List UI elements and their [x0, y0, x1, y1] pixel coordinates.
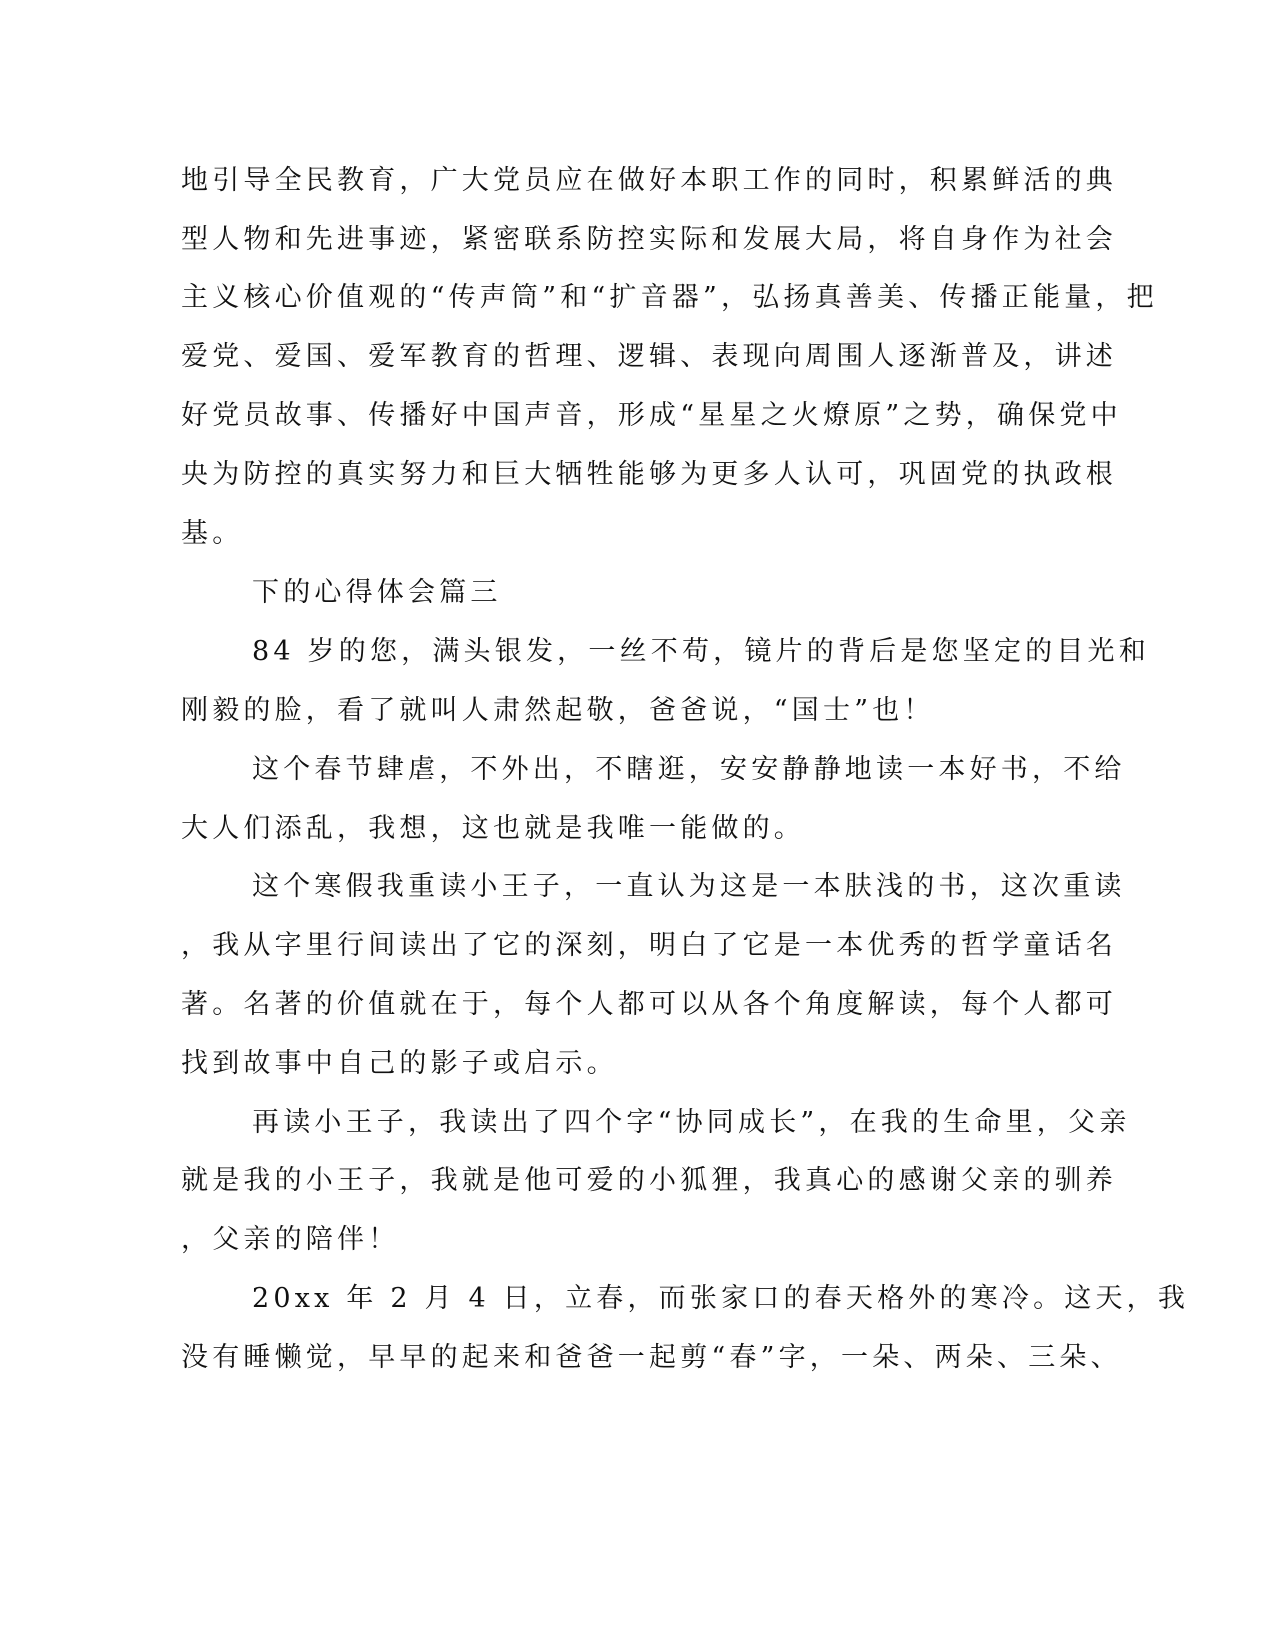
text-line-9: 84 岁的您，满头银发，一丝不苟，镜片的背后是您坚定的目光和	[252, 636, 1150, 667]
text-line-12: 大人们添乱，我想，这也就是我唯一能做的。	[181, 813, 805, 844]
text-line-15: 著。名著的价值就在于，每个人都可以从各个角度解读，每个人都可	[181, 989, 1117, 1020]
text-line-7: 基。	[181, 518, 244, 549]
text-line-6: 央为防控的真实努力和巨大牺牲能够为更多人认可，巩固党的执政根	[181, 459, 1117, 490]
text-line-17: 再读小王子，我读出了四个字“协同成长”，在我的生命里，父亲	[252, 1107, 1131, 1138]
text-line-19: ，父亲的陪伴！	[181, 1224, 400, 1255]
section-heading: 下的心得体会篇三	[252, 577, 502, 608]
text-line-4: 爱党、爱国、爱军教育的哲理、逻辑、表现向周围人逐渐普及，讲述	[181, 341, 1117, 372]
text-line-3: 主义核心价值观的“传声筒”和“扩音器”，弘扬真善美、传播正能量，把	[181, 282, 1158, 313]
text-line-18: 就是我的小王子，我就是他可爱的小狐狸，我真心的感谢父亲的驯养	[181, 1165, 1117, 1196]
text-line-5: 好党员故事、传播好中国声音，形成“星星之火燎原”之势，确保党中	[181, 400, 1122, 431]
text-line-1: 地引导全民教育，广大党员应在做好本职工作的同时，积累鲜活的典	[181, 165, 1117, 196]
text-line-10: 刚毅的脸，看了就叫人肃然起敬，爸爸说，“国士”也！	[181, 695, 935, 726]
text-line-16: 找到故事中自己的影子或启示。	[181, 1048, 618, 1079]
text-line-21: 没有睡懒觉，早早的起来和爸爸一起剪“春”字，一朵、两朵、三朵、	[181, 1342, 1122, 1373]
text-line-14: ，我从字里行间读出了它的深刻，明白了它是一本优秀的哲学童话名	[181, 930, 1117, 961]
text-line-20: 20xx 年 2 月 4 日，立春，而张家口的春天格外的寒冷。这天，我	[252, 1283, 1190, 1314]
text-line-13: 这个寒假我重读小王子，一直认为这是一本肤浅的书，这次重读	[252, 871, 1126, 902]
text-line-2: 型人物和先进事迹，紧密联系防控实际和发展大局，将自身作为社会	[181, 224, 1117, 255]
text-line-11: 这个春节肆虐，不外出，不瞎逛，安安静静地读一本好书，不给	[252, 754, 1126, 785]
